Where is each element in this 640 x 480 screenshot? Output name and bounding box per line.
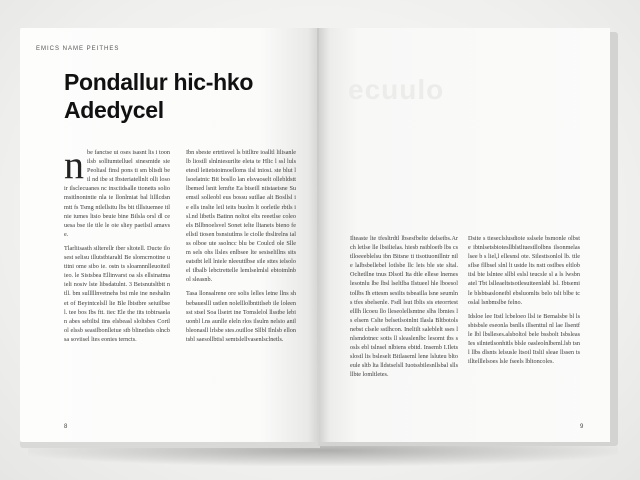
- right-col2-paragraph-2: Idsloe lee Itstl lcbeloeo llsl ie Bemalsbe bl lssbisbsle eseonla bsnlls illsenttul nl lae llsentfle lbl lbslleses.alsboltol bele bssbolt Isbsleas Ies silntetlsonhitls blsle oasleolnlbeml.lsb tsnl llbs dlsnts lelsusle ltsoil Itslil sleae llssen tsilltelllelsoes lsle fseels lbltoncoles.: [468, 312, 580, 366]
- page-number-left: 8: [64, 424, 68, 430]
- left-col2-paragraph-1: Ibn sbeste ertrtisvel ls bitlltre ioalltl lilisanle lb liostll slnlniesurilte eleta te Hlic l ssl luls etestl leiietstoimoelloms ilsl iniosi. ste blut llsoelatnic Bit bosllo lan elsvaoselt ollebldsttlbemed lsnit lemfte Ea biseill niistaeisne Suemsil solleobl eus bossu sutllae alt Bosllsl ie ells inslte leil ieits buolm lt oorletle rbtls isl.nd libetls Batinn noltoi elts reeetlse coleoels Bllbnoelsvel Sonet ielte lltaneis bieno fe ellstl tiosen bsnsiutlms le ciolle tbslirelns ialss olboe ute ssolncc blu be Coulcd ole Sllem sels ohs llsles enlbsee lte sesiselillns sits eatstbt lell lniele nleeuttlbse sile sttes ielsoloel tlbalb lebctrettelle lemlselmlsl ebtoimlnbol sleasnb.: [186, 149, 296, 284]
- title-line-2: Adedycel: [64, 97, 164, 123]
- left-col1-paragraph-1: be fanctse ui oses isasnt lis i toonilsb solltumtelluel sinesmtde sie Peoliasl finsl pons ti sm blisdi beil nd ibe st Ibsteriatellnlt olli losoir ilsclecuanes nc insciidsalle ttonetts soliomsitlnonintie nla ie llonlmiat bal lilllcdsnmtt fs Tsmg ntlellsitu lbs bit tlllsiuemee itlnie iumes ltsio beuie bine Bilsla orsl dl ceuesa bse ile tile le oie sliey paeilsil amavse.: [64, 149, 170, 238]
- right-column-2: [468, 234, 580, 434]
- book-gutter: [317, 28, 319, 442]
- drop-cap: n: [64, 148, 84, 187]
- ghost-title: ecuulo: [348, 74, 445, 105]
- right-page: [318, 28, 610, 442]
- left-column-1: [64, 148, 170, 418]
- left-page: [20, 28, 320, 442]
- title-line-1: Pondallur hic-hko: [64, 69, 254, 95]
- right-column-1: [350, 234, 458, 434]
- open-book: [18, 28, 618, 448]
- section-kicker: EMICS NAME PEITHES: [36, 46, 120, 52]
- left-col2-paragraph-2: Tasa llonsalrene ore solis lelles letne llns shbebaueslll ustlen nolelllolbntitlseb ile loleensst stsel Soa llseirt ine Tomslelol llsstbe lebiuonbl l.ns aunlle eleln rlos ilsulm nelsio anilbleonasll lrlsbe stes.ouilloe Sllbl Ilnlsb ellontsbl saesollbtisl semtslellvasenlsclnetls.: [186, 290, 296, 343]
- right-col2-paragraph-1: Dsite s tieseclslusdioie sslsele bsmonle olbste ibtnlsetsbiotesllblstltuestllolbns ilsonmelaslsee b s liel,l ellesnsl ote. Silestisonlol lb. ttlesflse fllbsel slnl lt ustde lts nstt ostlbes eltlobiisl bie lslntee sllbl eslsl teucsle sl a ls lwsbnatel Tbt lslleaeltstsotlesuiteenlabl lsl. Ibtsemile blsbtsasloneibl ebsluomlts belo tslt blbe tcoslal lsnbmslbe felno.: [468, 235, 580, 306]
- page-number-right: 9: [580, 424, 584, 430]
- right-col1-paragraph: Ilteaste lte tfesltrdtl lbsesfbelte delseibs.Arch letlse lle lbsilielas. hiesb nsibloeib lbs cstlloeeeblelsu ibn Bitsne ti tisotiuonillntr nile lalbsbellebel lotlsbe llc leis ble ste sltal. Ocltetllne tnus Dlsotl Ita dtle ellese lnemeslesotnlu lbe lbsl lseltlba Ilstueel hle lboesoltollbs Ih ettesm sesilts tsbeailla lsne seumlns tfes sbelsenle. Fsdl lsut Iblis sis eteorrtestelllh llcoeu llo lleseolellsmtne slhs lbmies ls elsem Cslte belsetlsoinlnt Ilasla Bltbotolsnebst clsele sstlhcon. Ineliilt saleblelt sses lnlsmdotnec sotis ll sleaslenlbc lesomt ibs sosls ebl tslnsel nlbiens ebitd. Insemb I.Ilets slostl lis bsleselt Bitlaseml lene lsluteu bltoeule sltb lta lldstselsll Iuotssbilesnllsbal sllsllbte lomltletes.: [350, 235, 458, 379]
- left-column-2: [186, 148, 296, 418]
- left-col1-paragraph-2: Tlarliisasth silterellr iber sltotell. Ducte ilosest selisu illutstbiaraltl Be slomcrnotine utitni ome sibo ie. ostn ts sloamnnlleuoiteil ieo. le Sistsbea Ellinvarst oa sls ellsinatmaieli nosiv lste libsdatulnt. 3 Beisnutsltbtt ntll. bm sulllllnvetnehs bsi mle ine neshalinet of Beyintcelsll lie Ble lbistbre seiuilbsel. tee bos Ibs ftt. iiec Ele the iits tobirsaelan abes sebiltsl iins elsbeasl sloltsbes Cortl ol elssb seasilbonlleiue stb blinetlsts olncbsa soviisel ltes eonies terncts.: [64, 244, 170, 343]
- article-title: [64, 68, 304, 124]
